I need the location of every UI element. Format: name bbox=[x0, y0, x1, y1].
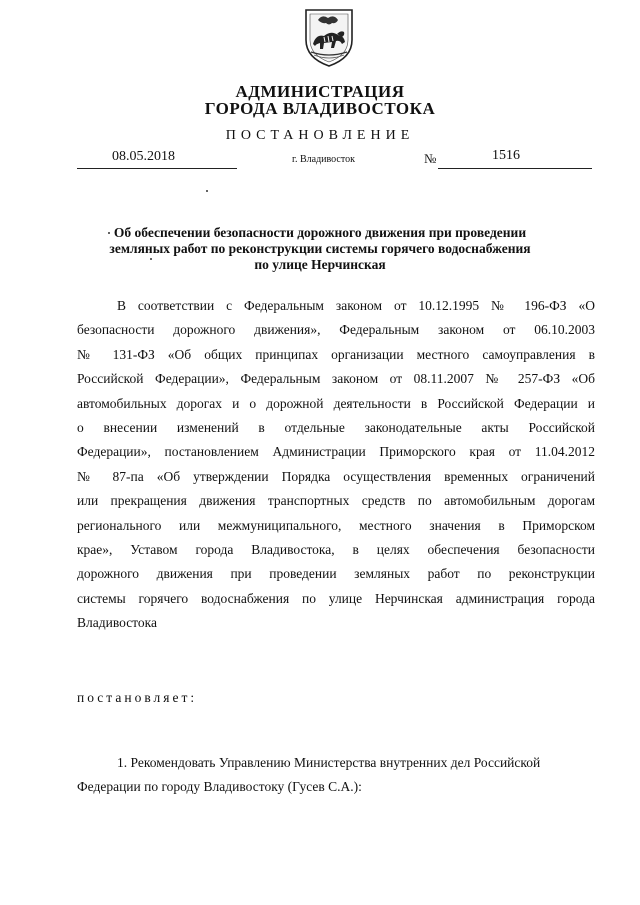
scan-speck bbox=[206, 190, 208, 192]
decree-word: постановляет: bbox=[77, 690, 198, 705]
organization-name-line1: АДМИНИСТРАЦИЯ bbox=[235, 82, 405, 101]
title-line: Об обеспечении безопасности дорожного движения при проведении bbox=[113, 225, 527, 240]
coat-of-arms-icon bbox=[298, 6, 360, 68]
document-date: 08.05.2018 bbox=[112, 149, 175, 164]
paragraph-line: В соответствии с Федеральным законом от 10.12.1995 № 196-ФЗ «О bbox=[117, 298, 595, 313]
paragraph-line: безопасности дорожного движения», Федеральным законом от 06.10.2003 bbox=[77, 322, 595, 338]
paragraph-line: системы горячего водоснабжения по улице Нерчинская администрация города bbox=[77, 590, 595, 606]
date-underline bbox=[77, 168, 237, 169]
paragraph-line: регионального или межмуниципального, местного значения в Приморском bbox=[77, 517, 595, 533]
paragraph-line: № 87-па «Об утверждении Порядка осуществления временных ограничений bbox=[77, 468, 595, 484]
clause-1 bbox=[77, 751, 595, 800]
paragraph-line: Федерации», постановлением Администрации Приморского края от 11.04.2012 bbox=[77, 444, 595, 460]
number-sign: № bbox=[424, 151, 437, 166]
document-type: ПОСТАНОВЛЕНИЕ bbox=[225, 128, 415, 143]
paragraph-line: или прекращения движения транспортных средств по автомобильным дорогам bbox=[77, 493, 595, 509]
preamble-paragraph bbox=[77, 294, 595, 636]
title-line: по улице Нерчинская bbox=[254, 257, 386, 272]
paragraph-line: о внесении изменений в отдельные законодательные акты Российской bbox=[77, 420, 595, 436]
document-number: 1516 bbox=[492, 148, 520, 163]
organization-name-line2: ГОРОДА ВЛАДИВОСТОКА bbox=[204, 99, 436, 118]
clause-line: 1. Рекомендовать Управлению Министерства внутренних дел Российской bbox=[117, 755, 541, 770]
paragraph-line: крае», Уставом города Владивостока, в целях обеспечения безопасности bbox=[77, 542, 595, 558]
paragraph-line: автомобильных дорогах и о дорожной деятельности в Российской Федерации и bbox=[77, 395, 595, 411]
title-line: земляных работ по реконструкции системы горячего водоснабжения bbox=[109, 241, 531, 256]
paragraph-line: дорожного движения при проведении земляных работ по реконструкции bbox=[77, 566, 595, 582]
clause-line: Федерации по городу Владивостоку (Гусев С.А.): bbox=[77, 779, 362, 795]
document-title bbox=[70, 225, 570, 273]
paragraph-line: Российской Федерации», Федеральным законом от 08.11.2007 № 257-ФЗ «Об bbox=[77, 371, 595, 387]
number-underline bbox=[438, 168, 592, 169]
paragraph-line: № 131-ФЗ «Об общих принципах организации местного самоуправления в bbox=[77, 346, 595, 362]
document-city: г. Владивосток bbox=[292, 154, 355, 165]
paragraph-line: Владивостока bbox=[77, 615, 158, 631]
